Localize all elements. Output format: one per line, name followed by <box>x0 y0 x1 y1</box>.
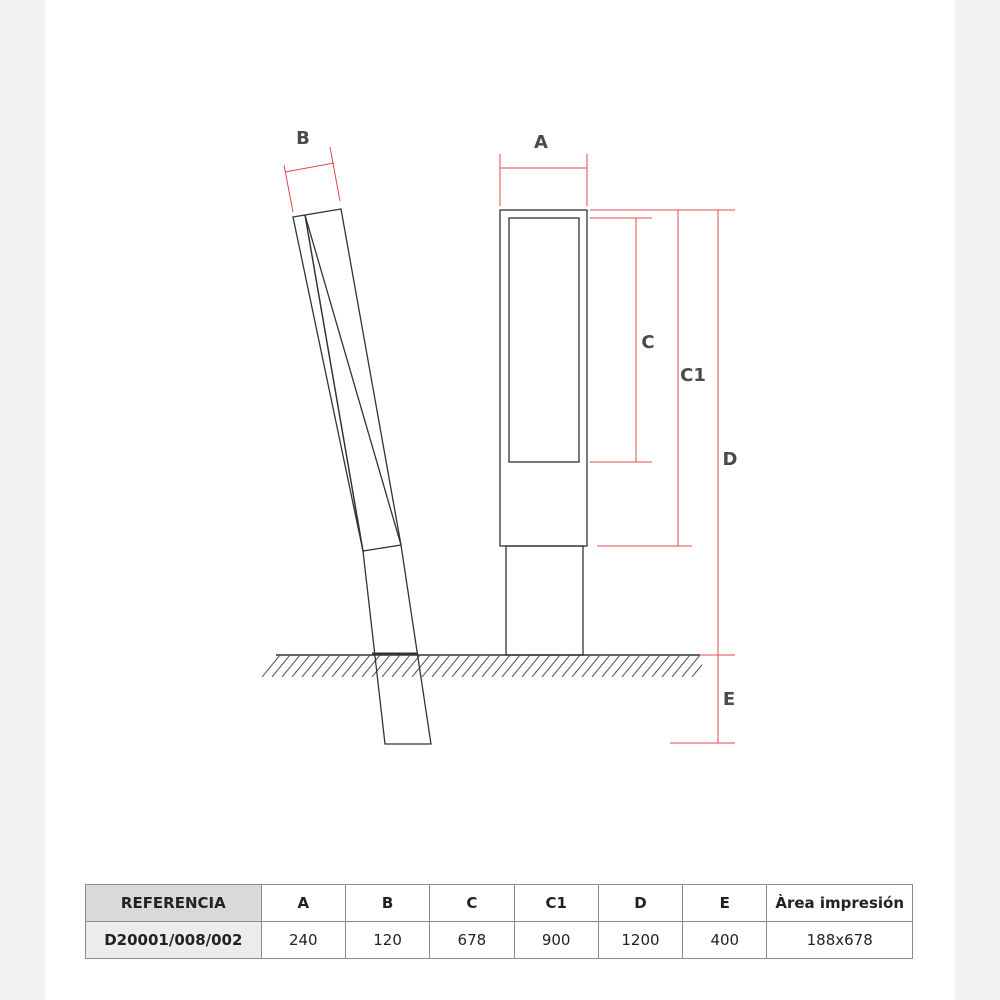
front-view-post <box>506 546 583 655</box>
hatch-stroke <box>512 655 530 677</box>
hatch-stroke <box>702 655 720 677</box>
cell-c1: 900 <box>514 922 598 959</box>
front-view-totem <box>500 210 587 655</box>
side-view-panel <box>293 209 401 551</box>
front-view-frame <box>500 210 587 546</box>
hatch-stroke <box>542 655 560 677</box>
dim-d-label: D <box>722 449 738 470</box>
dim-a-label: A <box>534 132 548 153</box>
hatch-stroke <box>352 655 370 677</box>
dim-c1-label: C1 <box>680 365 706 386</box>
hatch-stroke <box>292 655 310 677</box>
hatch-stroke <box>282 655 300 677</box>
header-a: A <box>261 885 345 922</box>
header-c1: C1 <box>514 885 598 922</box>
hatch-stroke <box>322 655 340 677</box>
hatch-stroke <box>682 655 700 677</box>
cell-d: 1200 <box>598 922 682 959</box>
hatch-stroke <box>522 655 540 677</box>
dim-b-label: B <box>296 128 310 149</box>
header-referencia: REFERENCIA <box>86 885 262 922</box>
dim-b-ext-right <box>330 147 340 201</box>
cell-area-impresion: 188x678 <box>767 922 913 959</box>
header-b: B <box>345 885 429 922</box>
hatch-stroke <box>662 655 680 677</box>
cell-e: 400 <box>683 922 767 959</box>
hatch-stroke <box>592 655 610 677</box>
header-area-impresion: Àrea impresión <box>767 885 913 922</box>
hatch-stroke <box>432 655 450 677</box>
hatch-stroke <box>642 655 660 677</box>
hatch-stroke <box>572 655 590 677</box>
dim-e-label: E <box>722 689 736 710</box>
hatch-stroke <box>602 655 620 677</box>
header-e: E <box>683 885 767 922</box>
hatch-stroke <box>332 655 350 677</box>
hatch-stroke <box>582 655 600 677</box>
header-d: D <box>598 885 682 922</box>
dim-b-ext-left <box>284 165 293 212</box>
hatch-stroke <box>672 655 690 677</box>
hatch-stroke <box>422 655 440 677</box>
hatch-stroke <box>632 655 650 677</box>
hatch-stroke <box>392 655 410 677</box>
hatch-stroke <box>302 655 320 677</box>
spec-table-header-row <box>86 885 913 922</box>
hatch-stroke <box>452 655 470 677</box>
dim-c-label: C <box>641 332 655 353</box>
cell-referencia: D20001/008/002 <box>86 922 262 959</box>
hatch-stroke <box>612 655 630 677</box>
hatch-stroke <box>482 655 500 677</box>
header-c: C <box>430 885 514 922</box>
hatch-stroke <box>692 655 710 677</box>
ground-hatching <box>262 655 720 677</box>
hatch-stroke <box>382 655 400 677</box>
hatch-stroke <box>262 655 280 677</box>
dim-b-line <box>285 163 334 172</box>
hatch-stroke <box>492 655 510 677</box>
hatch-stroke <box>442 655 460 677</box>
cell-c: 678 <box>430 922 514 959</box>
hatch-stroke <box>622 655 640 677</box>
hatch-stroke <box>562 655 580 677</box>
hatch-stroke <box>342 655 360 677</box>
cell-a: 240 <box>261 922 345 959</box>
hatch-stroke <box>652 655 670 677</box>
hatch-stroke <box>462 655 480 677</box>
hatch-stroke <box>402 655 420 677</box>
cell-b: 120 <box>345 922 429 959</box>
hatch-stroke <box>532 655 550 677</box>
spec-table-row <box>86 922 913 959</box>
side-view-totem <box>293 209 431 744</box>
hatch-stroke <box>272 655 290 677</box>
hatch-stroke <box>552 655 570 677</box>
hatch-stroke <box>312 655 330 677</box>
hatch-stroke <box>472 655 490 677</box>
spec-table <box>85 884 913 959</box>
ground <box>262 655 720 677</box>
hatch-stroke <box>502 655 520 677</box>
